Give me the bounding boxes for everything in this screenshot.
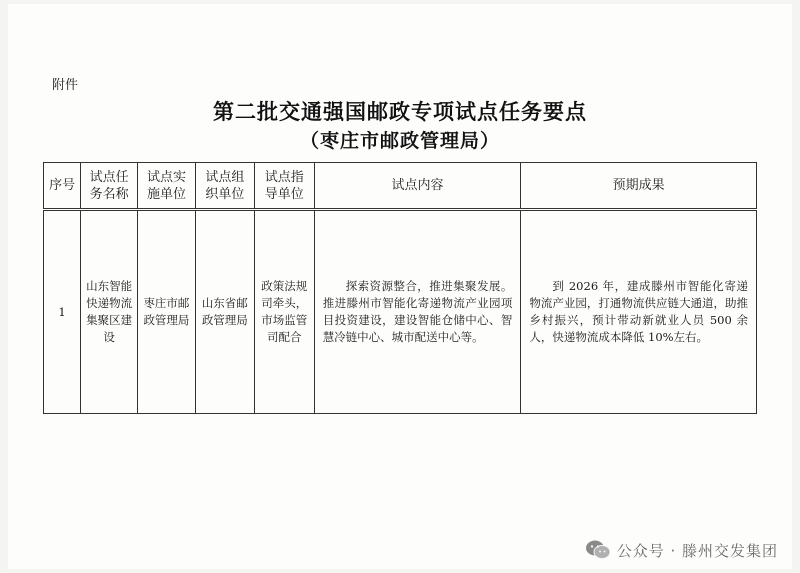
wechat-watermark <box>585 539 778 561</box>
table-row <box>44 210 757 414</box>
watermark-text: 公众号 · 滕州交发集团 <box>616 541 778 560</box>
header-organizing-unit: 试点组织单位 <box>195 163 254 210</box>
task-table <box>43 162 757 414</box>
cell-guiding-unit: 政策法规司牵头，市场监管司配合 <box>254 210 314 414</box>
wechat-icon <box>585 539 611 561</box>
header-serial-number: 序号 <box>44 163 81 210</box>
document-title: 第二批交通强国邮政专项试点任务要点 <box>213 99 587 124</box>
cell-organizing-unit: 山东省邮政管理局 <box>195 210 254 414</box>
attachment-label: 附件 <box>52 78 79 93</box>
cell-implementing-unit: 枣庄市邮政管理局 <box>138 210 196 414</box>
document-subtitle: （枣庄市邮政管理局） <box>299 130 500 152</box>
cell-pilot-content: 探索资源整合，推进集聚发展。推进滕州市智能化寄递物流产业园项目投资建设，建设智能仓储中心、智慧冷链中心、城市配送中心等。 <box>314 210 521 414</box>
header-guiding-unit: 试点指导单位 <box>254 163 314 210</box>
header-implementing-unit: 试点实施单位 <box>138 163 196 210</box>
header-task-name: 试点任务名称 <box>81 163 138 210</box>
cell-expected-result: 到 2026 年，建成滕州市智能化寄递物流产业园，打通物流供应链大通道，助推乡村振兴，预计带动新就业人员 500 余人，快递物流成本降低 10%左右。 <box>521 210 757 414</box>
cell-serial-number: 1 <box>44 210 81 414</box>
header-pilot-content: 试点内容 <box>314 163 521 210</box>
table-header-row <box>44 163 757 210</box>
header-expected-result: 预期成果 <box>521 163 757 210</box>
cell-task-name: 山东智能快递物流集聚区建设 <box>81 210 138 414</box>
